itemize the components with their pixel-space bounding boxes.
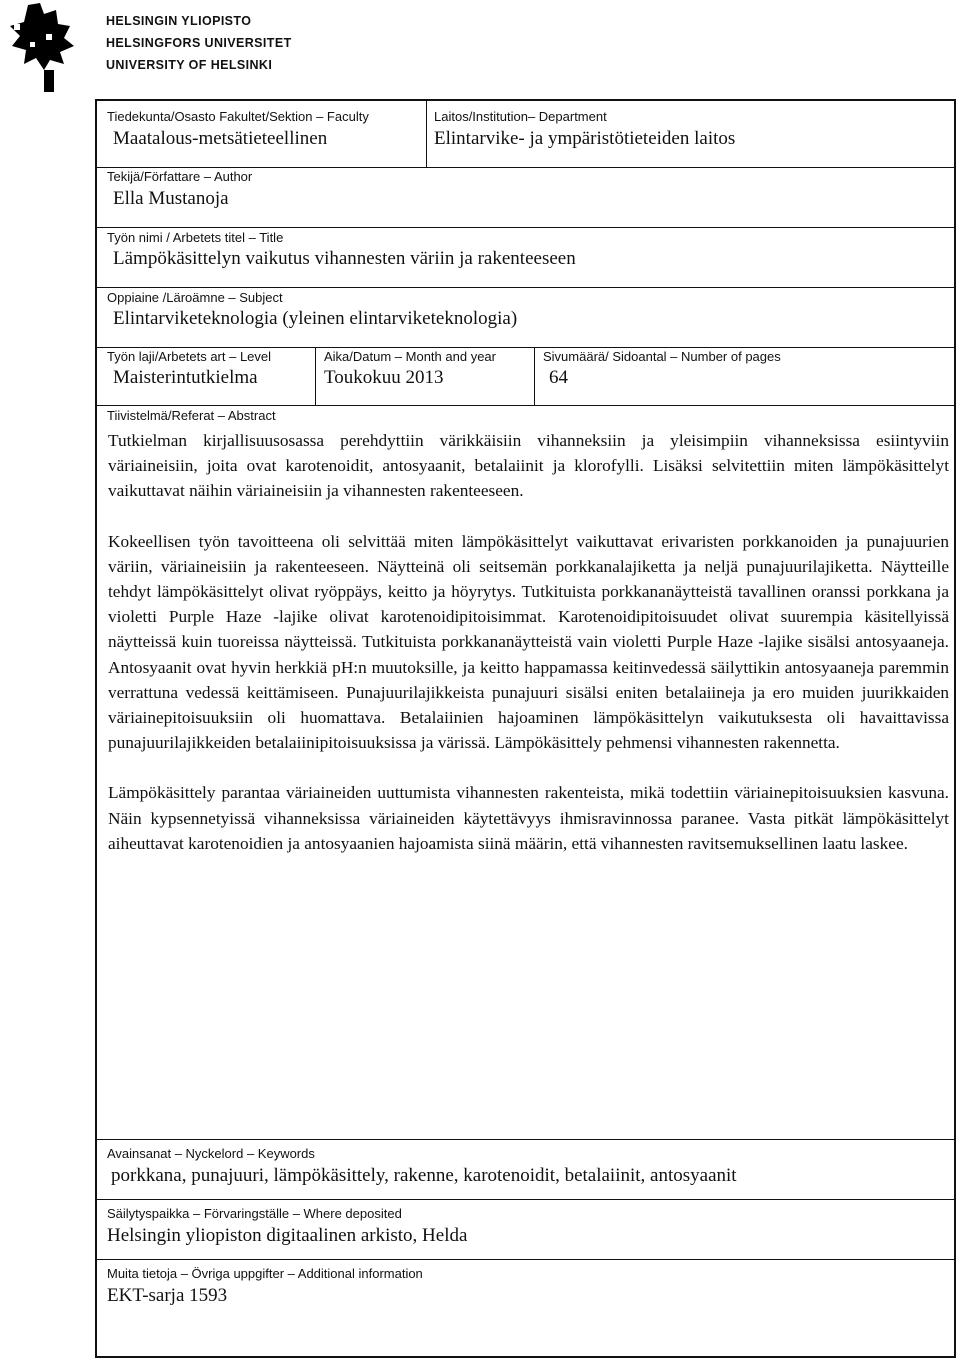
abstract-body [108, 428, 949, 881]
department-label: Laitos/Institution– Department [434, 109, 607, 124]
title-label: Työn nimi / Arbetets titel – Title [107, 230, 284, 245]
abstract-paragraph: Lämpökäsittely parantaa väriaineiden uuttumista vihannesten rakenteista, mikä todettiin väriainepitoisuuksien kasvuna. Näin kypsennetyissä vihanneksissa väriaineiden käytettävyys ihmisravinnossa paranee. Vasta pitkät lämpökäsittelyt aiheuttavat karotenoidien ja antosyaanien hajoamista siinä määrin, että vihannesten ravitsemuksellinen laatu laskee. [108, 783, 949, 853]
university-name-en: UNIVERSITY OF HELSINKI [106, 58, 273, 72]
deposited-value: Helsingin yliopiston digitaalinen arkisto, Helda [107, 1225, 468, 1246]
date-value: Toukokuu 2013 [324, 367, 444, 388]
author-value: Ella Mustanoja [113, 188, 229, 209]
faculty-label: Tiedekunta/Osasto Fakultet/Sektion – Faculty [107, 109, 369, 124]
university-logo [0, 0, 80, 95]
divider [97, 1199, 954, 1200]
divider [97, 1259, 954, 1260]
divider [315, 347, 316, 405]
abstract-paragraph: Kokeellisen työn tavoitteena oli selvittää miten lämpökäsittelyt vaikuttavat erivaristen porkkanoiden ja punajuurien väriin, väriaineisiin ja rakenteeseen. Näytteinä oli seitsemän porkkanalajiketta ja neljä punajuurilajiketta. Näytteille tehdyt lämpökäsittelyt olivat ryöppäys, keitto ja höyrytys. Tutkituista porkkananäytteistä tavallinen oranssi porkkana ja violetti Purple Haze -lajike olivat karotenoidipitoisimmat. Karotenoidipitoisuudet olivat suurempia käsitellyissä näytteissä kuin tuoreissa näytteissä. Tutkituista porkkananäytteistä vain violetti Purple Haze -lajike sisälsi antosyaaneja. Antosyaanit ovat hyvin herkkiä pH:n muutoksille, ja keitto happamassa keitinvedessä säilyttikin antosyaaneja paremmin verrattuna vedessä keittämiseen. Punajuurilajikkeista punajuuri sisälsi eniten betalaiineja ja ero muiden juurikkaiden väriainepitoisuuksiin oli huomattava. Betalaiinien hajoaminen lämpökäsittelyn vaikutuksesta oli havaittavissa punajuurilajikkeiden betalaiinipitoisuuksissa ja värissä. Lämpökäsittely pehmensi vihannesten rakennetta. [108, 531, 949, 753]
faculty-value: Maatalous-metsätieteellinen [113, 128, 328, 149]
divider [534, 347, 535, 405]
pages-label: Sivumäärä/ Sidoantal – Number of pages [543, 349, 781, 364]
subject-value: Elintarviketeknologia (yleinen elintarviketeknologia) [113, 308, 518, 329]
additional-label: Muita tietoja – Övriga uppgifter – Additional information [107, 1266, 423, 1281]
deposited-label: Säilytyspaikka – Förvaringställe – Where deposited [107, 1206, 402, 1221]
university-name-fi: HELSINGIN YLIOPISTO [106, 14, 252, 28]
level-value: Maisterintutkielma [113, 367, 258, 388]
keywords-value: porkkana, punajuuri, lämpökäsittely, rakenne, karotenoidit, betalaiinit, antosyaanit [111, 1165, 737, 1186]
additional-value: EKT-sarja 1593 [107, 1285, 228, 1306]
divider [426, 101, 427, 167]
abstract-label: Tiivistelmä/Referat – Abstract [107, 408, 276, 423]
divider [97, 287, 954, 288]
author-label: Tekijä/Författare – Author [107, 169, 253, 184]
university-name-sv: HELSINGFORS UNIVERSITET [106, 36, 292, 50]
thesis-abstract-form [95, 99, 956, 1358]
abstract-paragraph: Tutkielman kirjallisuusosassa perehdyttiin värikkäisiin vihanneksiin ja yleisimpiin vihanneksissa esiintyviin väriaineisiin, joita ovat karotenoidit, antosyaanit, betalaiinit ja klorofylli. Lisäksi selvitettiin miten lämpökäsittelyt vaikuttavat näihin väriaineisiin ja vihannesten rakenteeseen. [108, 431, 949, 501]
subject-label: Oppiaine /Läroämne – Subject [107, 290, 283, 305]
date-label: Aika/Datum – Month and year [324, 349, 496, 364]
divider [97, 167, 954, 168]
keywords-label: Avainsanat – Nyckelord – Keywords [107, 1146, 315, 1161]
pages-value: 64 [549, 367, 568, 388]
level-label: Työn laji/Arbetets art – Level [107, 349, 272, 364]
department-value: Elintarvike- ja ympäristötieteiden laitos [434, 128, 736, 149]
title-value: Lämpökäsittelyn vaikutus vihannesten väriin ja rakenteeseen [113, 248, 576, 269]
university-name-block [106, 10, 292, 76]
divider [97, 227, 954, 228]
divider [97, 1139, 954, 1140]
divider [97, 405, 954, 406]
divider [97, 347, 954, 348]
